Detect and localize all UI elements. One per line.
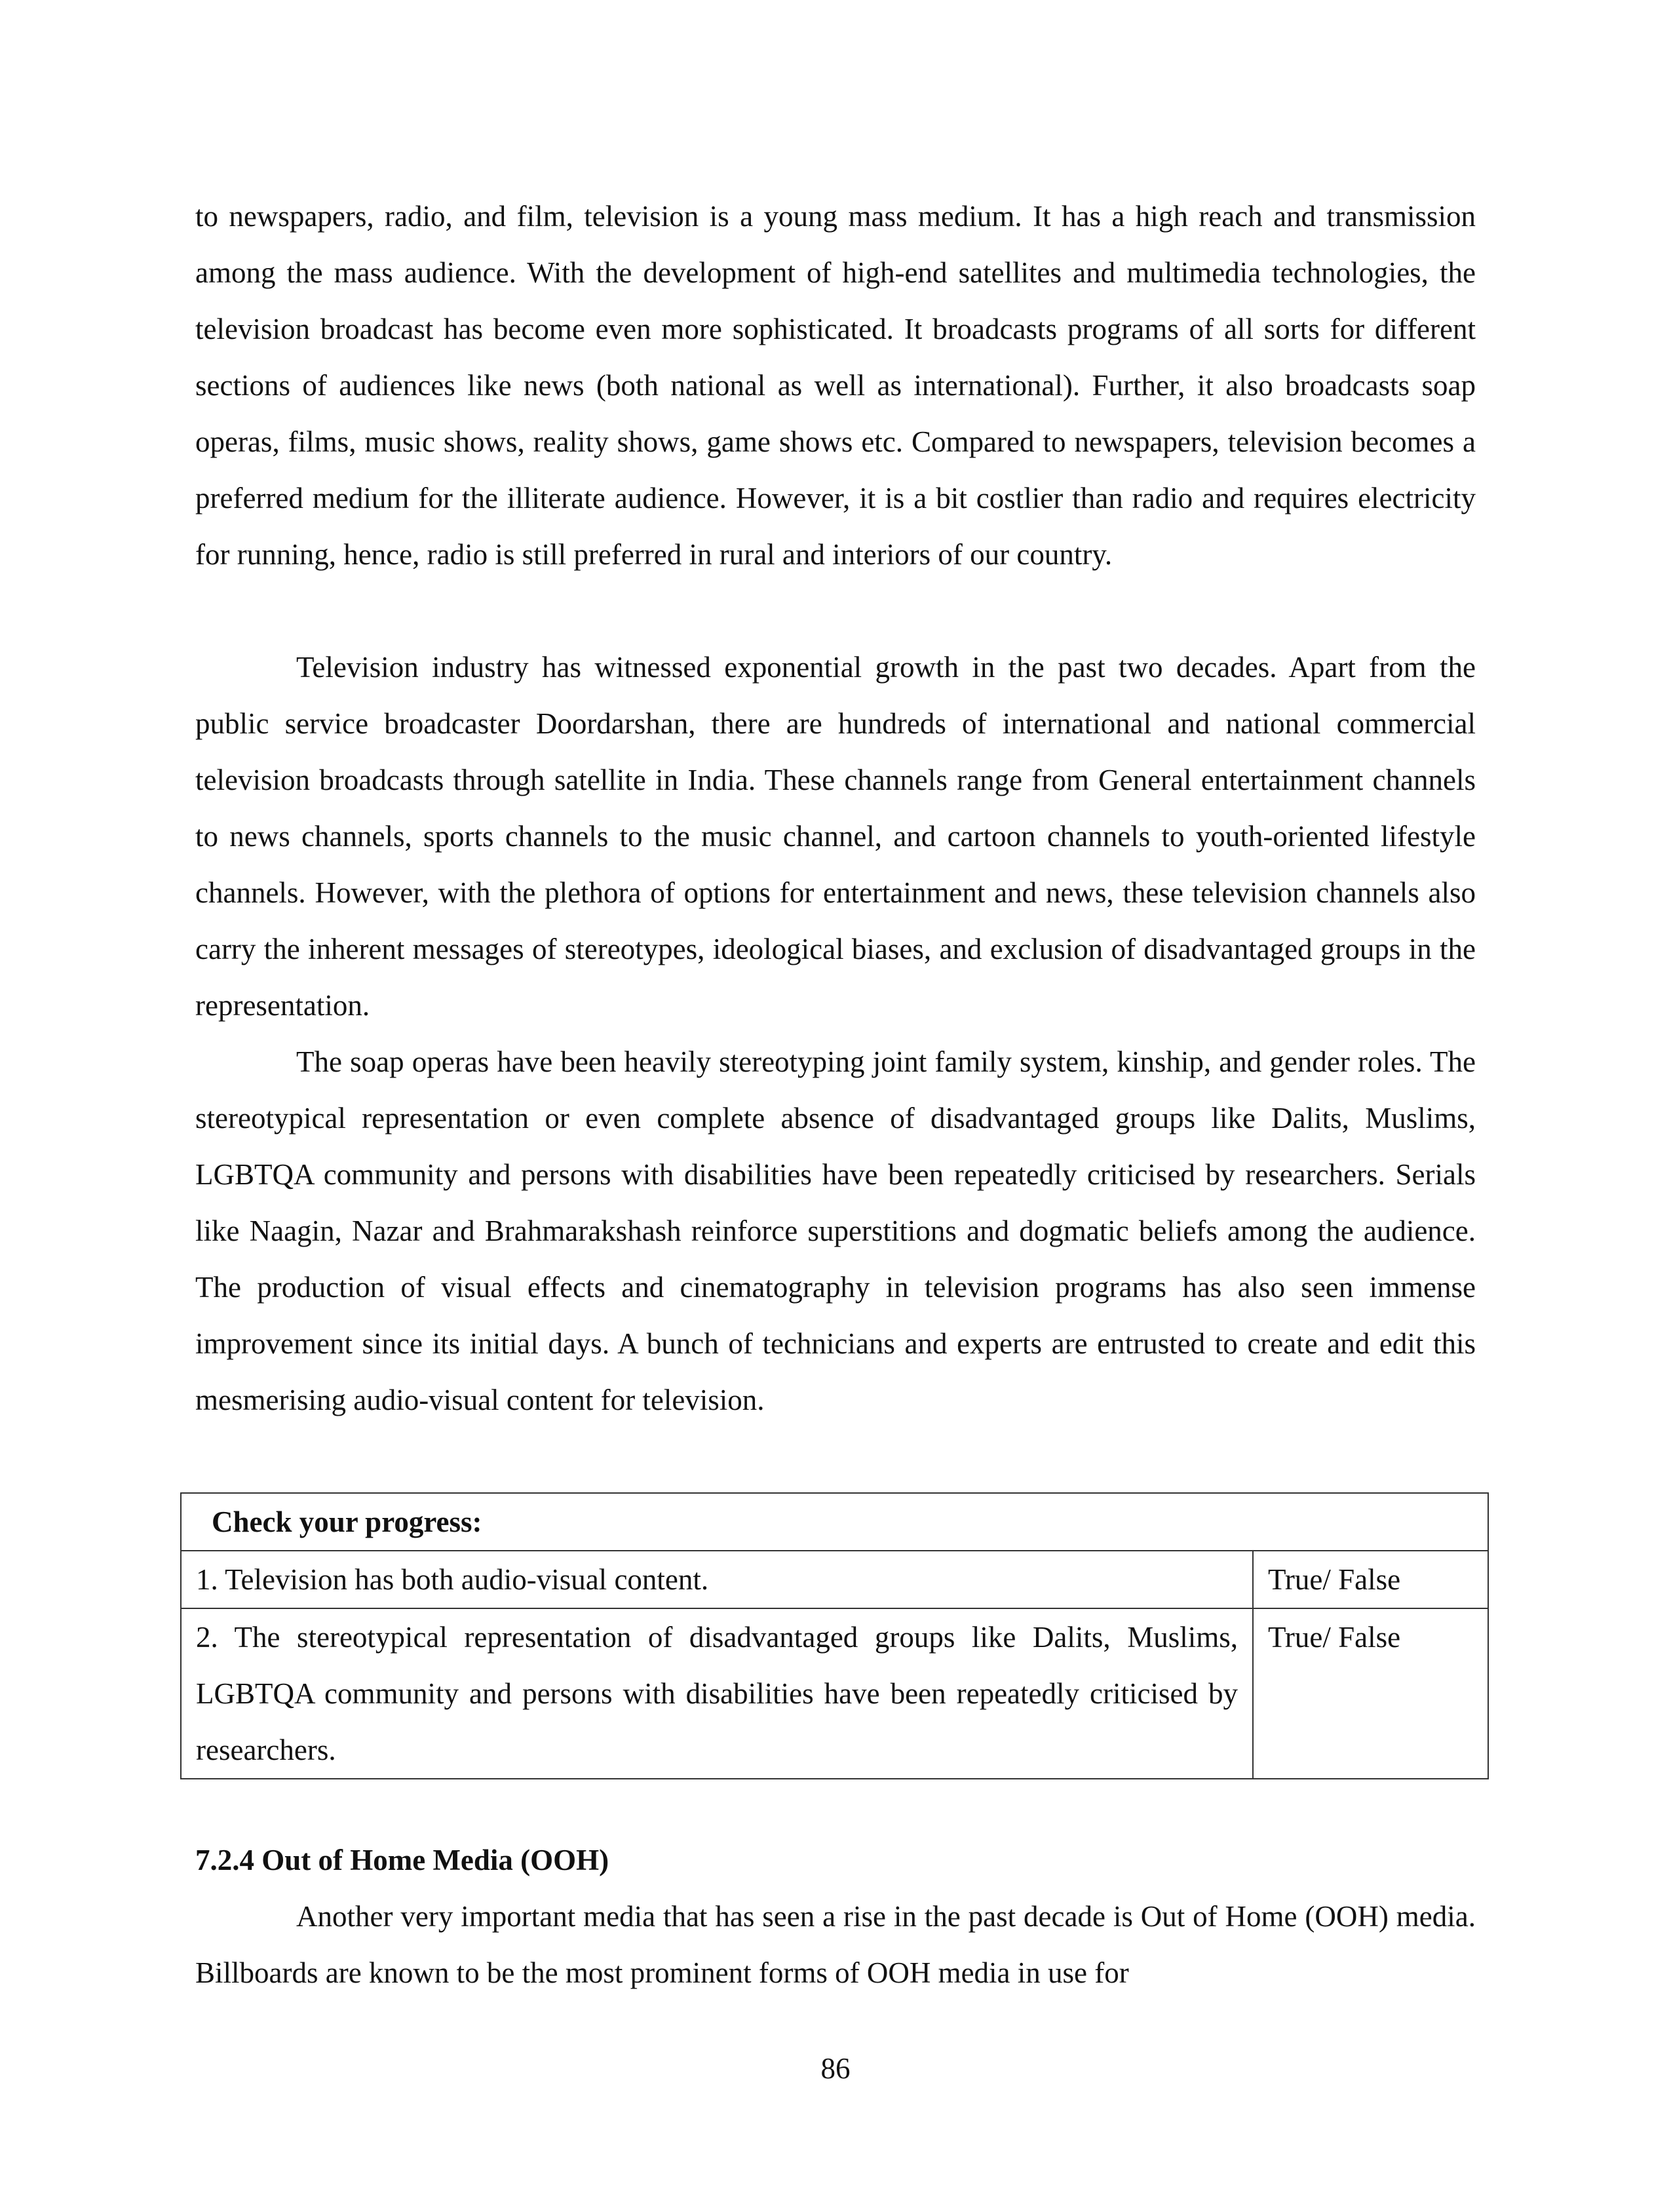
table-header-row bbox=[181, 1493, 1488, 1551]
body-paragraph: Television industry has witnessed exponential growth in the past two decades. Apart from the public service broadcaster Doordarshan, there are hundreds of international and national commercial television broadcasts through satellite in India. These channels range from General entertainment channels to news channels, sports channels to the music channel, and cartoon channels to youth-oriented lifestyle channels. However, with the plethora of options for entertainment and news, these television channels also carry the inherent messages of stereotypes, ideological biases, and exclusion of disadvantaged groups in the representation. bbox=[195, 651, 1476, 1022]
question-text: 2. The stereotypical representation of disadvantaged groups like Dalits, Muslims, LGBTQA community and persons with disabilities have been repeatedly criticised by researchers. bbox=[181, 1608, 1253, 1779]
table-row bbox=[181, 1608, 1488, 1779]
body-paragraph: to newspapers, radio, and film, television is a young mass medium. It has a high reach and transmission among the mass audience. With the development of high-end satellites and multimedia technologies, the television broadcast has become even more sophisticated. It broadcasts programs of all sorts for different sections of audiences like news (both national as well as international). Further, it also broadcasts soap operas, films, music shows, reality shows, game shows etc. Compared to newspapers, television becomes a preferred medium for the illiterate audience. However, it is a bit costlier than radio and requires electricity for running, hence, radio is still preferred in rural and interiors of our country. bbox=[195, 200, 1476, 571]
question-text: 1. Television has both audio-visual content. bbox=[181, 1551, 1253, 1608]
true-false-answer: True/ False bbox=[1253, 1551, 1488, 1608]
check-progress-table bbox=[180, 1492, 1489, 1779]
body-paragraph: Another very important media that has seen a rise in the past decade is Out of Home (OOH) media. Billboards are known to be the most prominent forms of OOH media in use for bbox=[195, 1900, 1476, 1989]
table-row bbox=[181, 1551, 1488, 1608]
section-heading: 7.2.4 Out of Home Media (OOH) bbox=[195, 1844, 609, 1876]
true-false-answer: True/ False bbox=[1253, 1608, 1488, 1779]
check-progress-title: Check your progress: bbox=[181, 1493, 1488, 1551]
body-paragraph: The soap operas have been heavily stereotyping joint family system, kinship, and gender roles. The stereotypical representation or even complete absence of disadvantaged groups like Dalits, Muslims, LGBTQA community and persons with disabilities have been repeatedly criticised by researchers. Serials like Naagin, Nazar and Brahmarakshash reinforce superstitions and dogmatic beliefs among the audience. The production of visual effects and cinematography in television programs has also seen immense improvement since its initial days. A bunch of technicians and experts are entrusted to create and edit this mesmerising audio-visual content for television. bbox=[195, 1045, 1476, 1416]
page-number: 86 bbox=[820, 2052, 851, 2085]
